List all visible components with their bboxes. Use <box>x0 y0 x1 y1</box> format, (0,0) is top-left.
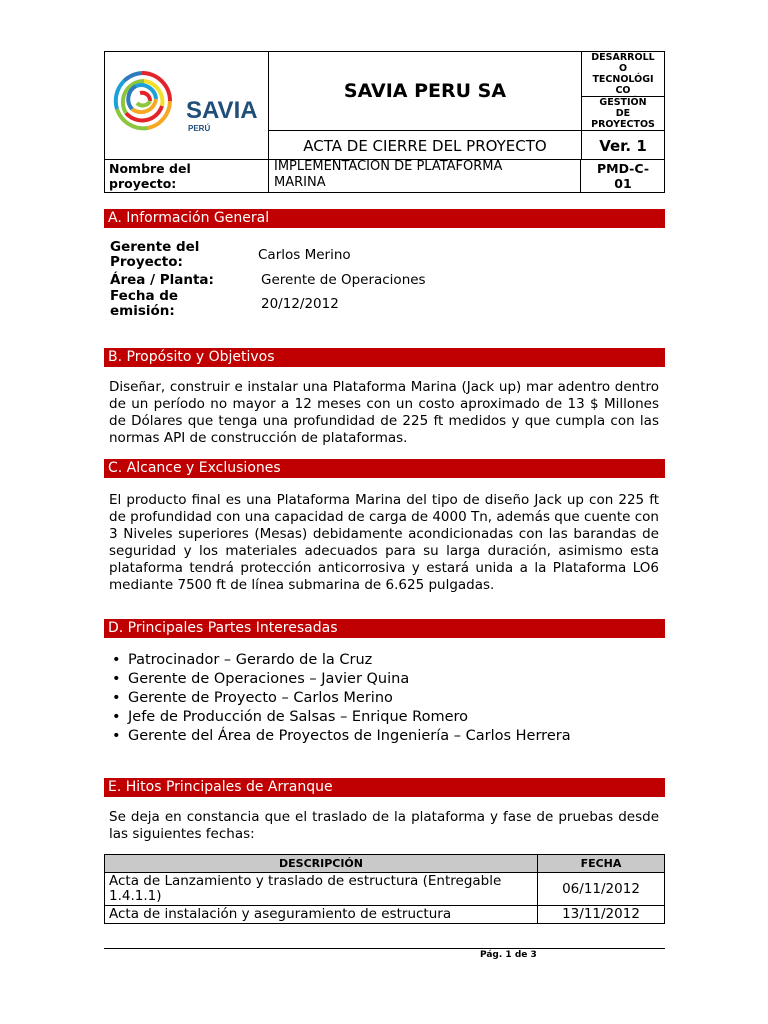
milestone-description: Acta de instalación y aseguramiento de estructura <box>105 906 538 924</box>
department-cell <box>581 51 665 97</box>
list-item <box>110 727 571 746</box>
area-line: GESTIÓN <box>599 97 647 108</box>
manager-label <box>110 240 199 270</box>
date-label <box>110 289 178 319</box>
project-code-line: 01 <box>614 176 632 191</box>
bullet-icon: • <box>112 671 121 687</box>
section-b-title: B. Propósito y Objetivos <box>104 348 665 367</box>
department-line: TECNOLÓGI <box>592 73 654 85</box>
stakeholder-text: Jefe de Producción de Salsas – Enrique Romero <box>128 709 469 725</box>
section-c-title: C. Alcance y Exclusiones <box>104 459 665 478</box>
manager-value: Carlos Merino <box>258 247 351 263</box>
bullet-icon: • <box>112 709 121 725</box>
stakeholder-text: Gerente del Área de Proyectos de Ingeniería – Carlos Herrera <box>128 728 571 744</box>
milestones-table <box>104 854 665 924</box>
stakeholder-text: Gerente de Proyecto – Carlos Merino <box>128 690 393 706</box>
area-label: Área / Planta: <box>110 272 214 288</box>
list-item <box>110 670 571 689</box>
project-label-line: proyecto: <box>109 176 177 191</box>
milestone-date: 13/11/2012 <box>538 906 665 924</box>
footer-divider <box>104 948 665 949</box>
bullet-icon: • <box>112 690 121 706</box>
date-label-line: emisión: <box>110 303 175 319</box>
page-number: Pág. 1 de 3 <box>480 950 537 960</box>
date-value: 20/12/2012 <box>261 296 339 312</box>
project-name-line: IMPLEMENTACION DE PLATAFORMA <box>274 159 503 174</box>
area-line: DE <box>615 108 631 119</box>
table-row <box>105 873 665 906</box>
version-label: Ver. 1 <box>599 136 647 155</box>
project-name-line: MARINA <box>274 175 326 190</box>
milestone-date: 06/11/2012 <box>538 873 665 906</box>
list-item <box>110 708 571 727</box>
column-header-description: DESCRIPCIÓN <box>105 855 538 873</box>
project-label-line: Nombre del <box>109 161 191 176</box>
stakeholder-text: Gerente de Operaciones – Javier Quina <box>128 671 410 687</box>
section-d-title: D. Principales Partes Interesadas <box>104 619 665 638</box>
bullet-icon: • <box>112 652 121 668</box>
table-row <box>105 906 665 924</box>
stakeholder-text: Patrocinador – Gerardo de la Cruz <box>128 652 373 668</box>
milestone-description: Acta de Lanzamiento y traslado de estructura (Entregable 1.4.1.1) <box>105 873 538 906</box>
manager-label-line: Gerente del <box>110 239 200 255</box>
purpose-text: Diseñar, construir e instalar una Plataforma Marina (Jack up) mar adentro dentro de un período no mayor a 12 meses con un costo aproximado de 13 $ Millones de Dólares que tenga una profundidad de 225 ft medidos y que cumpla con las normas API de construcción de plataformas. <box>109 379 659 446</box>
project-code <box>581 159 665 193</box>
manager-label-line: Proyecto: <box>110 254 183 270</box>
logo-wordmark: SAVIA <box>186 97 258 124</box>
document-title: ACTA DE CIERRE DEL PROYECTO <box>303 136 547 155</box>
bullet-icon: • <box>112 728 121 744</box>
logo-cell <box>104 51 269 160</box>
list-item <box>110 689 571 708</box>
savia-logo <box>104 51 268 159</box>
section-e-title: E. Hitos Principales de Arranque <box>104 778 665 797</box>
project-name <box>269 159 581 193</box>
scope-text: El producto final es una Plataforma Marina del tipo de diseño Jack up con 225 ft de profundidad con una capacidad de carga de 4000 Tn, además que cuente con 3 Niveles superiores (Mesas) debidamente acondicionadas con las barandas de seguridad y los materiales adecuados para su larga duración, asimismo esta plataforma tendrá protección anticorrosiva y estará unida a la Plataforma LO6 mediante 7500 ft de línea submarina de 6.625 pulgadas. <box>109 492 659 593</box>
table-header-row <box>105 855 665 873</box>
stakeholder-list <box>110 651 571 746</box>
project-code-line: PMD-C- <box>596 161 650 176</box>
company-name: SAVIA PERU SA <box>269 51 581 131</box>
milestones-text: Se deja en constancia que el traslado de la plataforma y fase de pruebas desde las siguientes fechas: <box>109 809 659 842</box>
area-line: PROYECTOS <box>591 119 655 130</box>
department-line: CO <box>615 84 631 96</box>
logo-ring-icon <box>116 73 170 128</box>
area-value: Gerente de Operaciones <box>261 272 426 288</box>
logo-subtitle: PERÚ <box>188 124 211 133</box>
department-line: DESARROLL <box>591 51 655 63</box>
department-line: O <box>618 62 628 74</box>
date-label-line: Fecha de <box>110 288 179 304</box>
column-header-date: FECHA <box>538 855 665 873</box>
area-cell <box>581 97 665 131</box>
project-label <box>104 159 269 193</box>
section-a-title: A. Información General <box>104 209 665 228</box>
list-item <box>110 651 571 670</box>
